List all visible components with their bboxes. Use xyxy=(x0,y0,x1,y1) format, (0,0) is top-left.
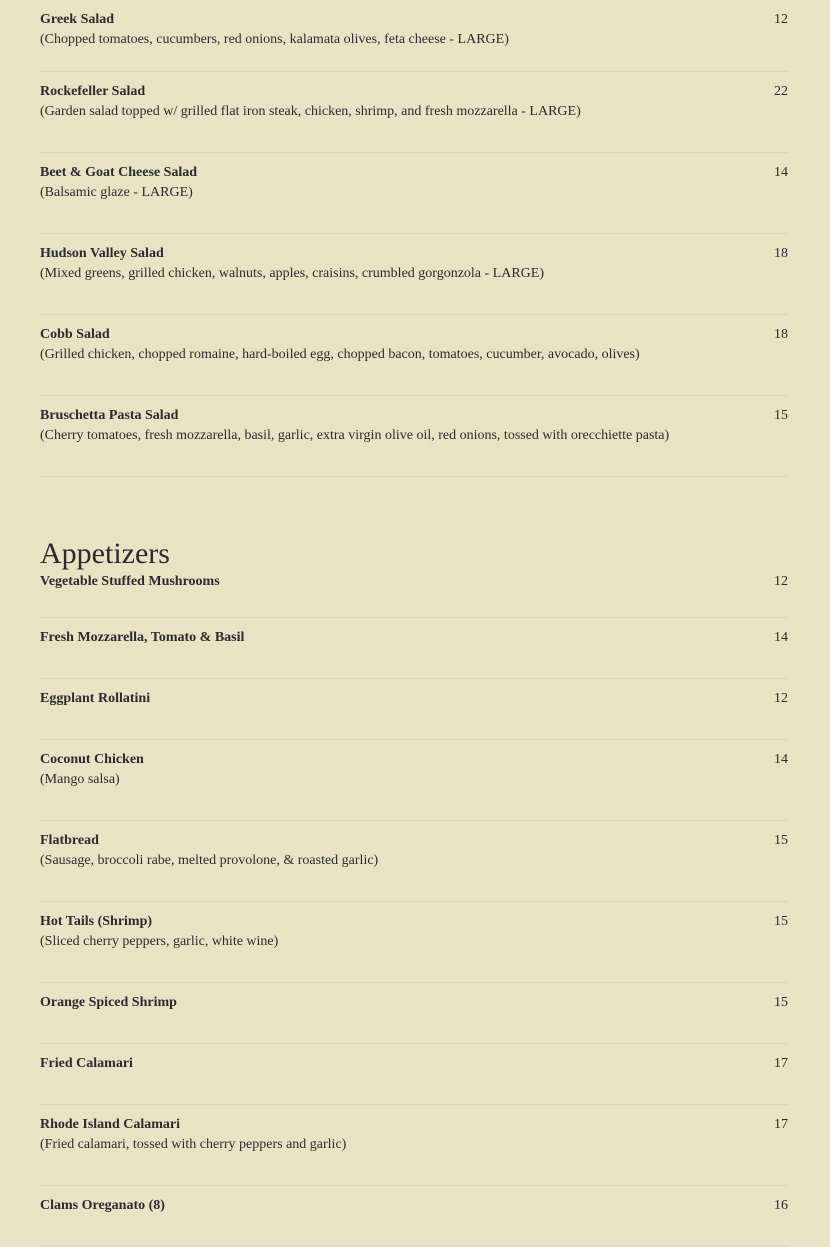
menu-item xyxy=(40,821,788,902)
menu-item-header xyxy=(40,628,788,648)
menu-item-header xyxy=(40,244,788,264)
menu-item-header xyxy=(40,325,788,345)
menu-item xyxy=(40,1105,788,1186)
menu-item-name: Coconut Chicken xyxy=(40,752,144,767)
menu-item-name: Eggplant Rollatini xyxy=(40,691,151,706)
menu-item xyxy=(40,572,788,618)
menu-item-header xyxy=(40,750,788,770)
menu-item-description: (Cherry tomatoes, fresh mozzarella, basil, garlic, extra virgin olive oil, red onions, tossed with orecchiette pasta) xyxy=(40,428,670,443)
menu-item-price: 17 xyxy=(774,1117,788,1132)
menu-item-header xyxy=(40,1054,788,1074)
menu-item xyxy=(40,1044,788,1105)
menu-item xyxy=(40,1186,788,1247)
menu-item-header xyxy=(40,163,788,183)
menu-item-name: Vegetable Stuffed Mushrooms xyxy=(40,574,220,589)
menu-item-header xyxy=(40,1115,788,1135)
menu-item-header xyxy=(40,572,788,592)
menu-item-description: (Mango salsa) xyxy=(40,772,120,787)
menu-item-price: 16 xyxy=(774,1198,788,1213)
menu-item-price: 15 xyxy=(774,995,788,1010)
menu-item-name: Rockefeller Salad xyxy=(40,84,146,99)
menu-item-price: 22 xyxy=(774,84,788,99)
menu-item-description: (Sausage, broccoli rabe, melted provolone, & roasted garlic) xyxy=(40,853,379,868)
menu-item-name: Fried Calamari xyxy=(40,1056,133,1071)
section-title-appetizers: Appetizers xyxy=(40,537,170,570)
salads-list xyxy=(40,0,788,477)
menu-item-header xyxy=(40,82,788,102)
menu-item xyxy=(40,315,788,396)
menu-item-name: Flatbread xyxy=(40,833,99,848)
menu-item-description: (Mixed greens, grilled chicken, walnuts, apples, craisins, crumbled gorgonzola - LARGE) xyxy=(40,266,544,281)
menu-item-name: Orange Spiced Shrimp xyxy=(40,995,177,1010)
menu-item-name: Fresh Mozzarella, Tomato & Basil xyxy=(40,630,245,645)
menu-item-price: 12 xyxy=(774,691,788,706)
menu-item xyxy=(40,0,788,72)
menu-item-price: 12 xyxy=(774,574,788,589)
menu-item-price: 18 xyxy=(774,246,788,261)
menu-item xyxy=(40,153,788,234)
menu-page xyxy=(40,0,788,1247)
menu-item-price: 14 xyxy=(774,165,788,180)
menu-item-name: Cobb Salad xyxy=(40,327,110,342)
menu-item-description: (Grilled chicken, chopped romaine, hard-boiled egg, chopped bacon, tomatoes, cucumber, avocado, olives) xyxy=(40,347,640,362)
menu-item-name: Clams Oreganato (8) xyxy=(40,1198,165,1213)
menu-item-price: 15 xyxy=(774,914,788,929)
menu-item-name: Hudson Valley Salad xyxy=(40,246,164,261)
menu-item-name: Beet & Goat Cheese Salad xyxy=(40,165,198,180)
menu-item-name: Rhode Island Calamari xyxy=(40,1117,181,1132)
menu-item-price: 14 xyxy=(774,752,788,767)
menu-item-description: (Garden salad topped w/ grilled flat iron steak, chicken, shrimp, and fresh mozzarella - LARGE) xyxy=(40,104,581,119)
menu-item-price: 12 xyxy=(774,12,788,27)
menu-item-price: 17 xyxy=(774,1056,788,1071)
menu-item xyxy=(40,618,788,679)
menu-item-header xyxy=(40,689,788,709)
menu-item-description: (Chopped tomatoes, cucumbers, red onions, kalamata olives, feta cheese - LARGE) xyxy=(40,32,509,47)
menu-item-price: 15 xyxy=(774,408,788,423)
menu-item-name: Hot Tails (Shrimp) xyxy=(40,914,153,929)
menu-item xyxy=(40,983,788,1044)
menu-item-description: (Fried calamari, tossed with cherry peppers and garlic) xyxy=(40,1137,347,1152)
menu-item-price: 15 xyxy=(774,833,788,848)
menu-item-header xyxy=(40,912,788,932)
appetizers-list xyxy=(40,572,788,1247)
menu-item xyxy=(40,740,788,821)
menu-item-header xyxy=(40,406,788,426)
menu-item-price: 18 xyxy=(774,327,788,342)
menu-item-description: (Sliced cherry peppers, garlic, white wine) xyxy=(40,934,279,949)
menu-item xyxy=(40,396,788,477)
menu-item xyxy=(40,234,788,315)
menu-item-price: 14 xyxy=(774,630,788,645)
menu-item xyxy=(40,679,788,740)
menu-item-header xyxy=(40,831,788,851)
menu-item-name: Bruschetta Pasta Salad xyxy=(40,408,179,423)
menu-item xyxy=(40,902,788,983)
menu-item-description: (Balsamic glaze - LARGE) xyxy=(40,185,193,200)
menu-item xyxy=(40,72,788,153)
menu-item-header xyxy=(40,1196,788,1216)
menu-item-header xyxy=(40,993,788,1013)
menu-item-name: Greek Salad xyxy=(40,12,115,27)
menu-item-header xyxy=(40,10,788,30)
